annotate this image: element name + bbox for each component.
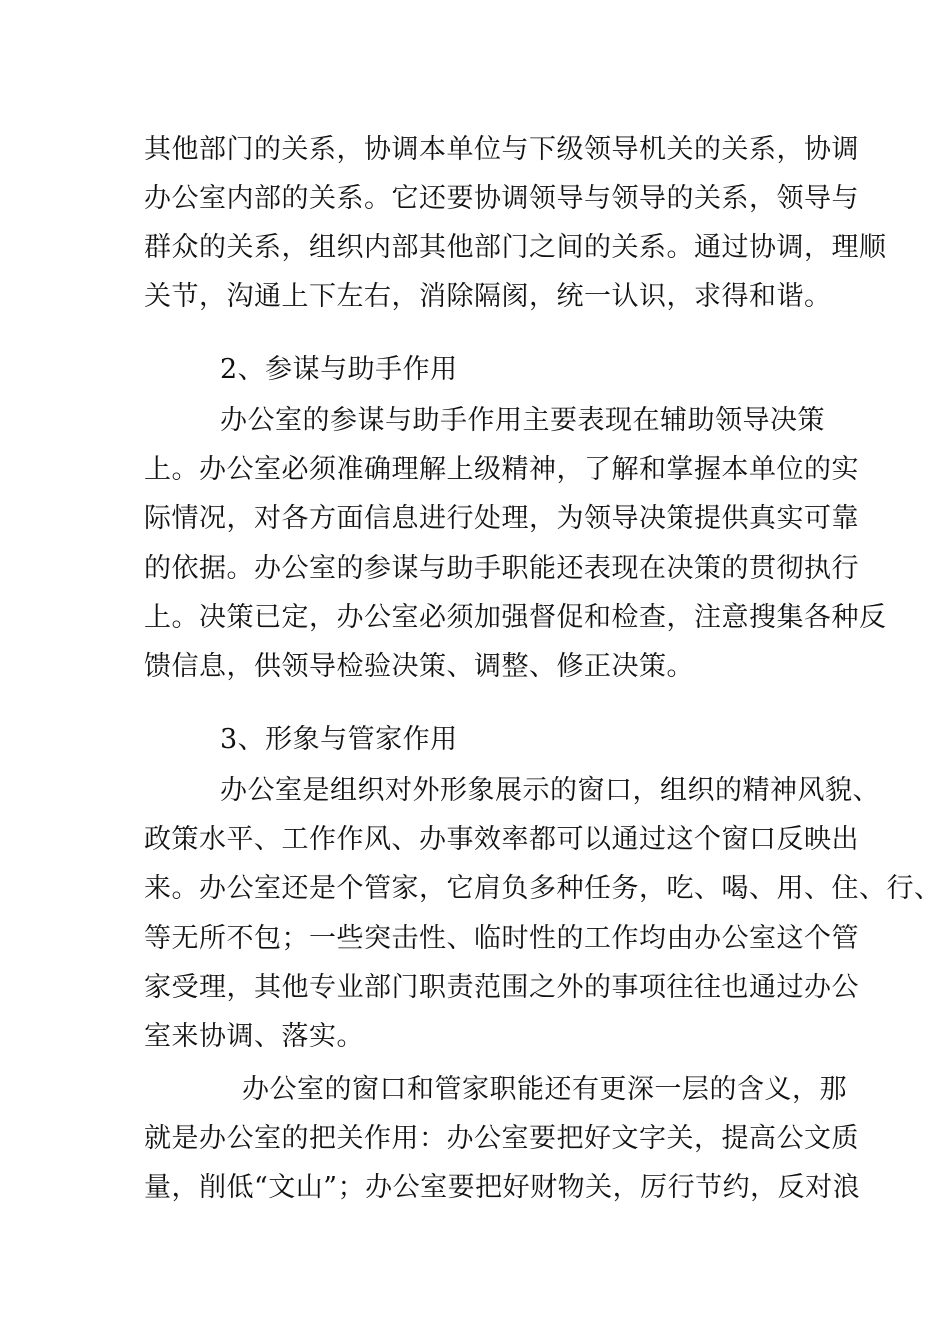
paragraph-line: 的依据。办公室的参谋与助手职能还表现在决策的贯彻执行 (144, 553, 859, 584)
paragraph-line: 办公室是组织对外形象展示的窗口，组织的精神风貌、 (220, 775, 880, 806)
paragraph-line: 其他部门的关系，协调本单位与下级领导机关的关系，协调 (144, 134, 859, 165)
paragraph-line: 来。办公室还是个管家，它肩负多种任务，吃、喝、用、住、行、 (144, 873, 942, 904)
paragraph-line: 就是办公室的把关作用：办公室要把好文字关，提高公文质 (144, 1123, 859, 1154)
section-heading: 2、参谋与助手作用 (220, 354, 458, 385)
paragraph-line: 群众的关系，组织内部其他部门之间的关系。通过协调，理顺 (144, 232, 887, 263)
paragraph-line: 等无所不包；一些突击性、临时性的工作均由办公室这个管 (144, 923, 859, 954)
paragraph-line: 室来协调、落实。 (144, 1021, 364, 1052)
paragraph-line: 量，削低“文山”；办公室要把好财物关，厉行节约，反对浪 (144, 1172, 861, 1203)
paragraph-line: 办公室的参谋与助手作用主要表现在辅助领导决策 (220, 405, 825, 436)
paragraph-line: 家受理，其他专业部门职责范围之外的事项往往也通过办公 (144, 972, 859, 1003)
section-heading: 3、形象与管家作用 (220, 724, 458, 755)
paragraph-line: 政策水平、工作作风、办事效率都可以通过这个窗口反映出 (144, 824, 859, 855)
paragraph-line: 关节，沟通上下左右，消除隔阂，统一认识，求得和谐。 (144, 281, 832, 312)
paragraph-line: 际情况，对各方面信息进行处理，为领导决策提供真实可靠 (144, 503, 859, 534)
paragraph-line: 办公室内部的关系。它还要协调领导与领导的关系，领导与 (144, 183, 859, 214)
paragraph-line: 馈信息，供领导检验决策、调整、修正决策。 (144, 651, 694, 682)
paragraph-line: 上。办公室必须准确理解上级精神，了解和掌握本单位的实 (144, 454, 859, 485)
paragraph-line: 办公室的窗口和管家职能还有更深一层的含义，那 (242, 1074, 847, 1105)
paragraph-line: 上。决策已定，办公室必须加强督促和检查，注意搜集各种反 (144, 602, 887, 633)
